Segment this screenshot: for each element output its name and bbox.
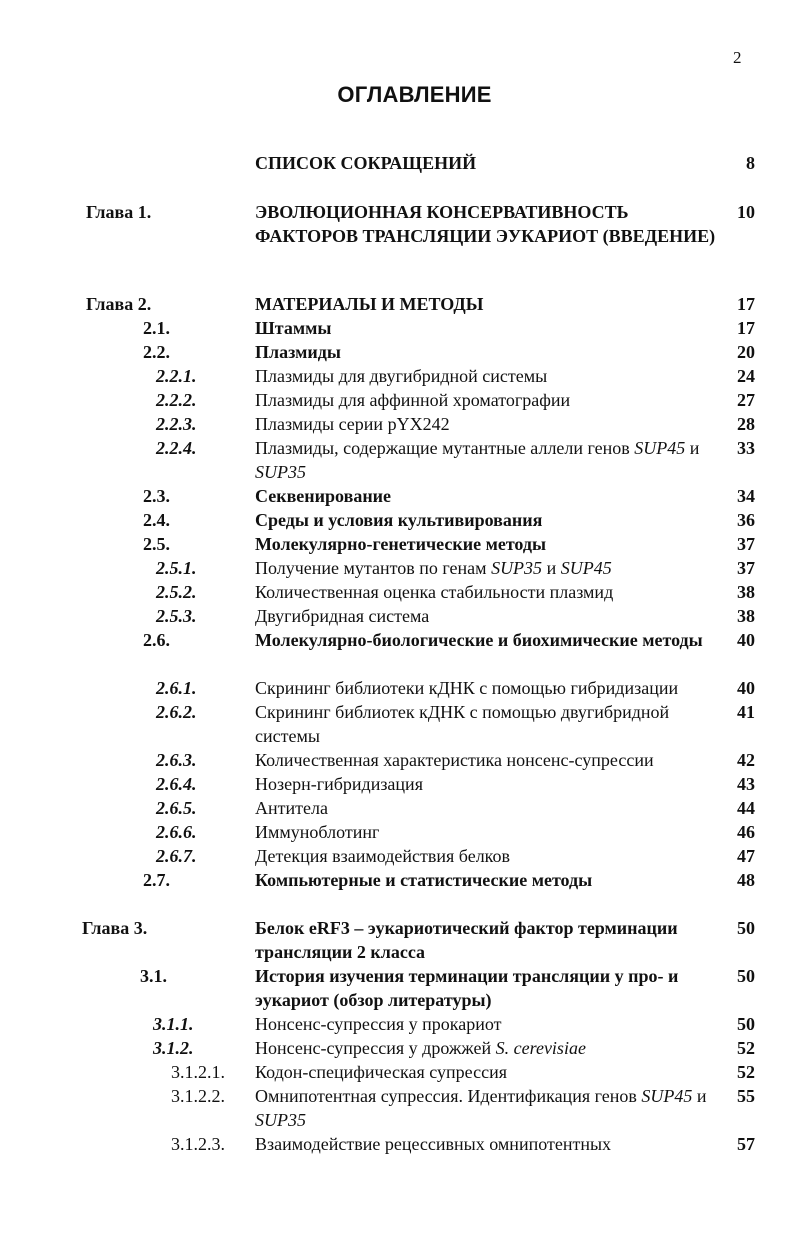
toc-entry-title: Плазмиды серии pYX242 <box>255 414 450 434</box>
toc-entry-page: 38 <box>737 606 755 626</box>
toc-entry-title: Штаммы <box>255 318 332 338</box>
toc-entry-number: 2.6.5. <box>156 798 197 818</box>
toc-entry-number: 2.6.1. <box>156 678 197 698</box>
toc-entry-page: 37 <box>737 558 755 578</box>
toc-entry-number: Глава 2. <box>86 294 152 314</box>
toc-entry-number: 2.3. <box>143 486 170 506</box>
toc-entry-title: Иммуноблотинг <box>255 822 380 842</box>
toc-entry-number: 2.2.4. <box>156 438 197 458</box>
toc-entry-number: 2.5.1. <box>156 558 197 578</box>
toc-entry-number: 3.1.2.2. <box>171 1086 225 1106</box>
toc-entry-page: 42 <box>737 750 755 770</box>
toc-entry-number: 2.2. <box>143 342 170 362</box>
toc-entry-number: 2.1. <box>143 318 170 338</box>
toc-entry-title: Скрининг библиотеки кДНК с помощью гибридизации <box>255 678 679 698</box>
toc-entry-number: 2.2.1. <box>156 366 197 386</box>
toc-entry-number: 2.6.6. <box>156 822 197 842</box>
toc-entry-page: 43 <box>737 774 755 794</box>
toc-entry-title: Плазмиды для двугибридной системы <box>255 366 548 386</box>
toc-entry-page: 17 <box>737 318 755 338</box>
toc-entry-number: 3.1.2. <box>153 1038 194 1058</box>
toc-entry-title: Плазмиды <box>255 342 341 362</box>
toc-entry-page: 46 <box>737 822 755 842</box>
toc-entry-page: 55 <box>737 1086 755 1106</box>
toc-entry-page: 50 <box>737 918 755 938</box>
toc-entry-page: 40 <box>737 630 755 650</box>
toc-entry-title: ЭВОЛЮЦИОННАЯ КОНСЕРВАТИВНОСТЬ ФАКТОРОВ ТРАНСЛЯЦИИ ЭУКАРИОТ (ВВЕДЕНИЕ) <box>255 202 716 246</box>
toc-entry-number: 2.2.3. <box>156 414 197 434</box>
toc-entry-number: 2.7. <box>143 870 170 890</box>
toc-entry-number: 2.6.2. <box>156 702 197 722</box>
toc-entry-page: 8 <box>746 153 755 173</box>
toc-entry-page: 44 <box>737 798 755 818</box>
toc-entry-title: МАТЕРИАЛЫ И МЕТОДЫ <box>255 294 484 314</box>
toc-entry-number: 3.1. <box>140 966 167 986</box>
toc-entry-page: 17 <box>737 294 755 314</box>
toc-entry-page: 37 <box>737 534 755 554</box>
toc-entry-number: 2.6.3. <box>156 750 197 770</box>
toc-entry-title: Скрининг библиотек кДНК с помощью двугибридной системы <box>255 702 670 746</box>
toc-entry-page: 34 <box>737 486 755 506</box>
toc-entry-title: Среды и условия культивирования <box>255 510 543 530</box>
toc-entry-page: 50 <box>737 1014 755 1034</box>
toc-entry-page: 33 <box>737 438 755 458</box>
toc-entry-number: 2.5.2. <box>156 582 197 602</box>
toc-entry-title: Получение мутантов по генам SUP35 и SUP45 <box>255 558 612 578</box>
toc-entry-number: 2.5. <box>143 534 170 554</box>
toc-entry-page: 48 <box>737 870 755 890</box>
toc-entry-title: Секвенирование <box>255 486 392 506</box>
toc-entry-title: Детекция взаимодействия белков <box>255 846 511 866</box>
toc-entry-number: 3.1.2.3. <box>171 1134 225 1154</box>
toc-entry-number: 2.6.7. <box>156 846 197 866</box>
toc-entry-title: Кодон-специфическая супрессия <box>255 1062 507 1082</box>
toc-entry-number: 2.5.3. <box>156 606 197 626</box>
toc-entry-number: 3.1.2.1. <box>171 1062 225 1082</box>
toc-entry-number: 2.2.2. <box>156 390 197 410</box>
toc-entry-page: 24 <box>737 366 755 386</box>
toc-entry-title: Плазмиды, содержащие мутантные аллели генов SUP45 и SUP35 <box>255 438 700 482</box>
toc-entry-page: 20 <box>737 342 755 362</box>
toc-entry-page: 38 <box>737 582 755 602</box>
toc-entry-page: 57 <box>737 1134 755 1154</box>
toc-entry-page: 50 <box>737 966 755 986</box>
toc-entry-page: 36 <box>737 510 755 530</box>
toc-entry-page: 40 <box>737 678 755 698</box>
toc-entry-title: Белок eRF3 – эукариотический фактор терминации трансляции 2 класса <box>255 918 678 962</box>
toc-entry-title: Нонсенс-супрессия у дрожжей S. cerevisiae <box>255 1038 586 1058</box>
toc-entry-page: 52 <box>737 1062 755 1082</box>
page-title: ОГЛАВЛЕНИЕ <box>337 82 492 107</box>
toc-entry-title: История изучения терминации трансляции у про- и эукариот (обзор литературы) <box>255 966 679 1010</box>
toc-entry-page: 10 <box>737 202 755 222</box>
toc-entry-page: 47 <box>737 846 755 866</box>
toc-entry-page: 41 <box>737 702 755 722</box>
toc-entry-title: Плазмиды для аффинной хроматографии <box>255 390 571 410</box>
toc-entry-title: Молекулярно-биологические и биохимические методы <box>255 630 703 650</box>
toc-entry-number: 2.6.4. <box>156 774 197 794</box>
toc-entry-title: Омнипотентная супрессия. Идентификация генов SUP45 и SUP35 <box>255 1086 707 1130</box>
toc-entry-title: Молекулярно-генетические методы <box>255 534 547 554</box>
toc-entry-title: Антитела <box>255 798 328 818</box>
toc-entry-number: Глава 3. <box>82 918 148 938</box>
toc-entry-number: 3.1.1. <box>153 1014 194 1034</box>
toc-entry-page: 28 <box>737 414 755 434</box>
toc-entry-title: Количественная оценка стабильности плазмид <box>255 582 614 602</box>
toc-entry-number: Глава 1. <box>86 202 152 222</box>
toc-entry-title: Компьютерные и статистические методы <box>255 870 593 890</box>
toc-entry-title: Нонсенс-супрессия у прокариот <box>255 1014 502 1034</box>
toc-entry-number: 2.4. <box>143 510 170 530</box>
toc-entry-title: Взаимодействие рецессивных омнипотентных <box>255 1134 612 1154</box>
toc-entry-number: 2.6. <box>143 630 170 650</box>
toc-entry-page: 27 <box>737 390 755 410</box>
toc-entry-title: Количественная характеристика нонсенс-супрессии <box>255 750 654 770</box>
toc-entry-title: Нозерн-гибридизация <box>255 774 423 794</box>
toc-entry-page: 52 <box>737 1038 755 1058</box>
toc-entry-title: Двугибридная система <box>255 606 430 626</box>
toc-entry-title: СПИСОК СОКРАЩЕНИЙ <box>255 153 477 173</box>
page-number: 2 <box>733 48 742 67</box>
